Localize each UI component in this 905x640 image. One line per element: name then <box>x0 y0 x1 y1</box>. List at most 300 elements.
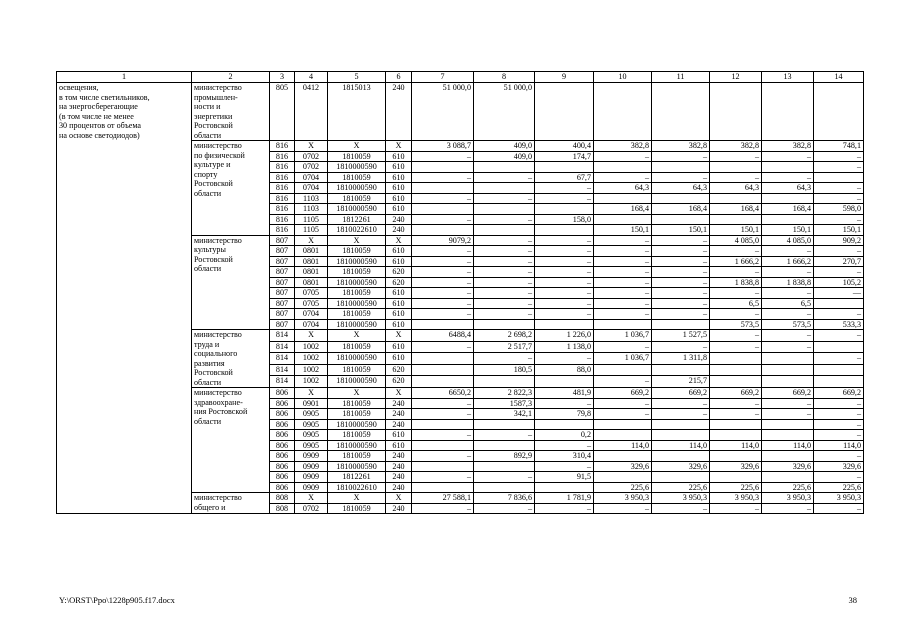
amount-cell: – <box>762 503 814 514</box>
amount-cell: – <box>412 341 474 353</box>
amount-cell: 150,1 <box>652 225 710 236</box>
target-article: 1810000590 <box>328 298 386 309</box>
amount-cell <box>412 482 474 493</box>
header-cell: 12 <box>710 72 762 83</box>
grbs-code: 807 <box>270 309 295 320</box>
target-article: X <box>328 141 386 152</box>
amount-cell: 481,9 <box>535 388 594 399</box>
section-code: 1002 <box>295 353 328 365</box>
amount-cell <box>474 319 535 330</box>
amount-cell: – <box>652 409 710 420</box>
header-cell: 10 <box>594 72 652 83</box>
amount-cell <box>710 193 762 204</box>
grbs-code: 814 <box>270 364 295 376</box>
amount-cell: 158,0 <box>535 214 594 225</box>
amount-cell: 1 226,0 <box>535 330 594 342</box>
amount-cell: – <box>814 267 864 278</box>
amount-cell <box>762 162 814 173</box>
amount-cell: – <box>474 353 535 365</box>
amount-cell: – <box>412 256 474 267</box>
amount-cell: 310,4 <box>535 451 594 462</box>
grbs-code: 806 <box>270 482 295 493</box>
expense-type: 240 <box>386 225 412 236</box>
amount-cell: – <box>535 256 594 267</box>
grbs-code: 806 <box>270 409 295 420</box>
amount-cell <box>762 451 814 462</box>
amount-cell: – <box>474 256 535 267</box>
amount-cell: 27 588,1 <box>412 493 474 504</box>
amount-cell <box>762 430 814 441</box>
expense-type: 610 <box>386 246 412 257</box>
amount-cell <box>535 419 594 430</box>
amount-cell: – <box>710 398 762 409</box>
amount-cell: – <box>594 309 652 320</box>
amount-cell: – <box>710 172 762 183</box>
amount-cell: 669,2 <box>594 388 652 399</box>
amount-cell: – <box>814 183 864 194</box>
section-code: 0905 <box>295 419 328 430</box>
amount-cell <box>710 472 762 483</box>
section-code: X <box>295 330 328 342</box>
amount-cell <box>652 193 710 204</box>
target-article: 1810059 <box>328 172 386 183</box>
amount-cell <box>710 83 762 141</box>
amount-cell: – <box>814 472 864 483</box>
header-cell: 6 <box>386 72 412 83</box>
amount-cell <box>762 419 814 430</box>
section-code: 1002 <box>295 364 328 376</box>
grbs-code: 816 <box>270 183 295 194</box>
amount-cell <box>814 376 864 388</box>
target-article: 1810000590 <box>328 376 386 388</box>
expense-type: 610 <box>386 162 412 173</box>
amount-cell <box>474 225 535 236</box>
expense-type: X <box>386 493 412 504</box>
amount-cell: – <box>535 440 594 451</box>
amount-cell: 64,3 <box>594 183 652 194</box>
amount-cell <box>652 451 710 462</box>
target-article: 1810059 <box>328 288 386 299</box>
grbs-code: 807 <box>270 267 295 278</box>
amount-cell <box>594 472 652 483</box>
amount-cell <box>762 376 814 388</box>
amount-cell: – <box>474 309 535 320</box>
amount-cell <box>474 183 535 194</box>
expense-type: 240 <box>386 419 412 430</box>
amount-cell: – <box>474 288 535 299</box>
grbs-code: 816 <box>270 162 295 173</box>
amount-cell: – <box>535 193 594 204</box>
amount-cell: – <box>594 151 652 162</box>
grbs-code: 814 <box>270 330 295 342</box>
grbs-code: 807 <box>270 235 295 246</box>
section-code: 0801 <box>295 246 328 257</box>
amount-cell: 64,3 <box>652 183 710 194</box>
amount-cell: – <box>652 298 710 309</box>
amount-cell: 1 138,0 <box>535 341 594 353</box>
amount-cell: – <box>412 398 474 409</box>
amount-cell: 400,4 <box>535 141 594 152</box>
amount-cell: – <box>814 330 864 342</box>
section-code: 0905 <box>295 430 328 441</box>
header-cell: 2 <box>192 72 270 83</box>
section-code: 1103 <box>295 204 328 215</box>
target-article: 1810000590 <box>328 353 386 365</box>
amount-cell <box>814 364 864 376</box>
amount-cell: – <box>762 330 814 342</box>
header-row <box>57 72 864 83</box>
section-code: 1103 <box>295 193 328 204</box>
amount-cell <box>814 341 864 353</box>
amount-cell <box>710 353 762 365</box>
amount-cell: – <box>412 298 474 309</box>
amount-cell: 382,8 <box>762 141 814 152</box>
amount-cell <box>535 83 594 141</box>
amount-cell: 2 822,3 <box>474 388 535 399</box>
amount-cell: – <box>474 430 535 441</box>
amount-cell <box>814 83 864 141</box>
section-code: 0801 <box>295 277 328 288</box>
grbs-code: 807 <box>270 256 295 267</box>
section-code: X <box>295 235 328 246</box>
amount-cell: – <box>762 151 814 162</box>
amount-cell: 342,1 <box>474 409 535 420</box>
amount-cell: 748,1 <box>814 141 864 152</box>
amount-cell: – <box>710 503 762 514</box>
amount-cell: – <box>594 376 652 388</box>
amount-cell: 3 950,3 <box>594 493 652 504</box>
amount-cell: 225,6 <box>762 482 814 493</box>
amount-cell <box>762 472 814 483</box>
grbs-code: 806 <box>270 398 295 409</box>
amount-cell <box>412 183 474 194</box>
amount-cell: – <box>652 309 710 320</box>
amount-cell: 1 036,7 <box>594 353 652 365</box>
expense-type: 240 <box>386 472 412 483</box>
amount-cell: 382,8 <box>652 141 710 152</box>
expense-type: 610 <box>386 341 412 353</box>
grbs-code: 807 <box>270 277 295 288</box>
amount-cell: – <box>412 451 474 462</box>
grbs-code: 808 <box>270 493 295 504</box>
amount-cell: 64,3 <box>710 183 762 194</box>
grbs-code: 807 <box>270 288 295 299</box>
amount-cell <box>412 461 474 472</box>
target-article: 1810059 <box>328 341 386 353</box>
amount-cell: – <box>412 472 474 483</box>
expense-type: 240 <box>386 398 412 409</box>
amount-cell: – <box>594 256 652 267</box>
header-cell: 11 <box>652 72 710 83</box>
amount-cell: 67,7 <box>535 172 594 183</box>
amount-cell <box>710 364 762 376</box>
target-article: X <box>328 330 386 342</box>
amount-cell <box>594 451 652 462</box>
amount-cell <box>474 204 535 215</box>
amount-cell <box>535 319 594 330</box>
grbs-code: 816 <box>270 151 295 162</box>
header-cell: 3 <box>270 72 295 83</box>
target-article: 1810059 <box>328 430 386 441</box>
expense-type: 610 <box>386 319 412 330</box>
amount-cell: 573,5 <box>762 319 814 330</box>
section-code: 1002 <box>295 376 328 388</box>
expense-type: 610 <box>386 430 412 441</box>
amount-cell: 150,1 <box>814 225 864 236</box>
amount-cell: 329,6 <box>710 461 762 472</box>
amount-cell: 6488,4 <box>412 330 474 342</box>
amount-cell <box>412 225 474 236</box>
amount-cell: 225,6 <box>710 482 762 493</box>
amount-cell: – <box>535 277 594 288</box>
amount-cell: – <box>474 214 535 225</box>
file-path: Y:\ORST\Ppo\1228p905.f17.docx <box>59 595 175 605</box>
amount-cell: – <box>535 246 594 257</box>
header-cell: 14 <box>814 72 864 83</box>
section-code: 0702 <box>295 151 328 162</box>
header-cell: 13 <box>762 72 814 83</box>
amount-cell <box>710 214 762 225</box>
amount-cell <box>474 376 535 388</box>
target-article: 1812261 <box>328 472 386 483</box>
header-cell: 7 <box>412 72 474 83</box>
amount-cell: 6,5 <box>762 298 814 309</box>
amount-cell: 4 085,0 <box>710 235 762 246</box>
amount-cell <box>652 162 710 173</box>
target-article: 1810059 <box>328 409 386 420</box>
amount-cell <box>652 419 710 430</box>
amount-cell: 3 950,3 <box>710 493 762 504</box>
section-code: 0702 <box>295 503 328 514</box>
amount-cell: – <box>594 267 652 278</box>
amount-cell: – <box>594 341 652 353</box>
amount-cell: 4 085,0 <box>762 235 814 246</box>
amount-cell <box>474 482 535 493</box>
amount-cell: – <box>412 409 474 420</box>
grbs-code: 806 <box>270 461 295 472</box>
expense-type: X <box>386 388 412 399</box>
expense-type: 610 <box>386 298 412 309</box>
section-code: 0905 <box>295 440 328 451</box>
amount-cell: – <box>710 330 762 342</box>
section-code: 0704 <box>295 319 328 330</box>
target-article: 1810059 <box>328 246 386 257</box>
target-article: 1815013 <box>328 83 386 141</box>
amount-cell: – <box>412 288 474 299</box>
grbs-code: 806 <box>270 472 295 483</box>
amount-cell <box>474 162 535 173</box>
ministry-name: министерство по физической культуре и спорту Ростовской области <box>192 141 270 236</box>
target-article: 1810059 <box>328 151 386 162</box>
target-article: 1810059 <box>328 503 386 514</box>
amount-cell: 382,8 <box>710 141 762 152</box>
target-article: 1810000590 <box>328 277 386 288</box>
section-code: 0909 <box>295 482 328 493</box>
amount-cell: 669,2 <box>762 388 814 399</box>
amount-cell: 150,1 <box>594 225 652 236</box>
header-cell: 1 <box>57 72 192 83</box>
amount-cell: – <box>594 172 652 183</box>
amount-cell: – <box>412 193 474 204</box>
amount-cell: – <box>814 419 864 430</box>
amount-cell: – <box>474 472 535 483</box>
ministry-name: министерство промышлен- ности и энергетики Ростовской области <box>192 83 270 141</box>
grbs-code: 814 <box>270 353 295 365</box>
measure-description: освещения, в том числе светильников, на энергосберегающие (в том числе не менее 30 процентов от объема на основе светодиодов) <box>57 83 192 514</box>
amount-cell: 533,3 <box>814 319 864 330</box>
amount-cell: 3 950,3 <box>762 493 814 504</box>
section-code: 1105 <box>295 214 328 225</box>
amount-cell <box>535 376 594 388</box>
amount-cell: – <box>474 235 535 246</box>
header-cell: 9 <box>535 72 594 83</box>
amount-cell: – <box>652 503 710 514</box>
amount-cell: – <box>710 288 762 299</box>
amount-cell: – <box>412 309 474 320</box>
amount-cell: – <box>535 503 594 514</box>
amount-cell: 409,0 <box>474 151 535 162</box>
amount-cell <box>710 419 762 430</box>
amount-cell: – <box>535 267 594 278</box>
amount-cell <box>710 451 762 462</box>
amount-cell: – <box>814 151 864 162</box>
amount-cell <box>594 193 652 204</box>
amount-cell <box>652 214 710 225</box>
amount-cell <box>594 83 652 141</box>
grbs-code: 816 <box>270 141 295 152</box>
amount-cell: – <box>814 309 864 320</box>
grbs-code: 816 <box>270 172 295 183</box>
amount-cell: 598,0 <box>814 204 864 215</box>
expense-type: 240 <box>386 451 412 462</box>
target-article: 1812261 <box>328 214 386 225</box>
amount-cell: 1 311,8 <box>652 353 710 365</box>
amount-cell: – <box>814 409 864 420</box>
amount-cell: – <box>594 277 652 288</box>
amount-cell: – <box>412 430 474 441</box>
expense-type: 610 <box>386 151 412 162</box>
amount-cell: – <box>474 503 535 514</box>
amount-cell <box>762 353 814 365</box>
amount-cell <box>412 319 474 330</box>
amount-cell: – <box>762 341 814 353</box>
amount-cell <box>474 461 535 472</box>
amount-cell: 51 000,0 <box>412 83 474 141</box>
amount-cell: 51 000,0 <box>474 83 535 141</box>
amount-cell: – <box>710 246 762 257</box>
amount-cell: – <box>762 288 814 299</box>
amount-cell: 168,4 <box>652 204 710 215</box>
amount-cell: – <box>535 353 594 365</box>
section-code: 1105 <box>295 225 328 236</box>
amount-cell <box>412 419 474 430</box>
amount-cell: – <box>814 353 864 365</box>
amount-cell <box>412 204 474 215</box>
amount-cell: – <box>814 503 864 514</box>
amount-cell: – <box>535 298 594 309</box>
amount-cell: 79,8 <box>535 409 594 420</box>
amount-cell <box>652 472 710 483</box>
amount-cell: 892,9 <box>474 451 535 462</box>
amount-cell: 2 517,7 <box>474 341 535 353</box>
amount-cell: 7 836,6 <box>474 493 535 504</box>
amount-cell: – <box>652 151 710 162</box>
amount-cell <box>652 83 710 141</box>
amount-cell: – <box>412 246 474 257</box>
amount-cell: – <box>474 298 535 309</box>
expense-type: 240 <box>386 461 412 472</box>
amount-cell: 1 666,2 <box>710 256 762 267</box>
grbs-code: 806 <box>270 419 295 430</box>
ministry-name: министерство труда и социального развития Ростовской области <box>192 330 270 388</box>
amount-cell: – <box>474 193 535 204</box>
amount-cell: 180,5 <box>474 364 535 376</box>
grbs-code: 814 <box>270 376 295 388</box>
amount-cell <box>762 193 814 204</box>
amount-cell: 114,0 <box>594 440 652 451</box>
amount-cell: — <box>814 288 864 299</box>
amount-cell: 1 666,2 <box>762 256 814 267</box>
amount-cell: 329,6 <box>652 461 710 472</box>
expense-type: X <box>386 330 412 342</box>
expense-type: 610 <box>386 288 412 299</box>
amount-cell: 105,2 <box>814 277 864 288</box>
amount-cell: 9079,2 <box>412 235 474 246</box>
amount-cell: – <box>594 288 652 299</box>
amount-cell <box>762 83 814 141</box>
amount-cell: – <box>710 309 762 320</box>
amount-cell: – <box>594 398 652 409</box>
amount-cell: 114,0 <box>652 440 710 451</box>
amount-cell: 382,8 <box>594 141 652 152</box>
amount-cell: – <box>535 235 594 246</box>
amount-cell: 88,0 <box>535 364 594 376</box>
section-code: 0705 <box>295 288 328 299</box>
amount-cell: 1 527,5 <box>652 330 710 342</box>
grbs-code: 805 <box>270 83 295 141</box>
amount-cell: 669,2 <box>710 388 762 399</box>
amount-cell: – <box>710 341 762 353</box>
target-article: 1810000590 <box>328 440 386 451</box>
section-code: X <box>295 493 328 504</box>
section-code: 0705 <box>295 298 328 309</box>
amount-cell: 3 088,7 <box>412 141 474 152</box>
amount-cell <box>412 364 474 376</box>
target-article: 1810059 <box>328 398 386 409</box>
amount-cell <box>594 364 652 376</box>
target-article: 1810000590 <box>328 204 386 215</box>
expense-type: 240 <box>386 83 412 141</box>
grbs-code: 806 <box>270 440 295 451</box>
amount-cell: 270,7 <box>814 256 864 267</box>
target-article: 1810059 <box>328 193 386 204</box>
header-cell: 4 <box>295 72 328 83</box>
grbs-code: 808 <box>270 503 295 514</box>
amount-cell: 329,6 <box>762 461 814 472</box>
amount-cell: – <box>710 409 762 420</box>
amount-cell <box>652 430 710 441</box>
expense-type: 620 <box>386 277 412 288</box>
amount-cell <box>412 353 474 365</box>
amount-cell: – <box>412 214 474 225</box>
section-code: 0909 <box>295 451 328 462</box>
amount-cell <box>814 172 864 183</box>
amount-cell: 225,6 <box>814 482 864 493</box>
amount-cell: 1 838,8 <box>762 277 814 288</box>
target-article: 1810000590 <box>328 461 386 472</box>
target-article: 1810000590 <box>328 419 386 430</box>
amount-cell <box>412 376 474 388</box>
